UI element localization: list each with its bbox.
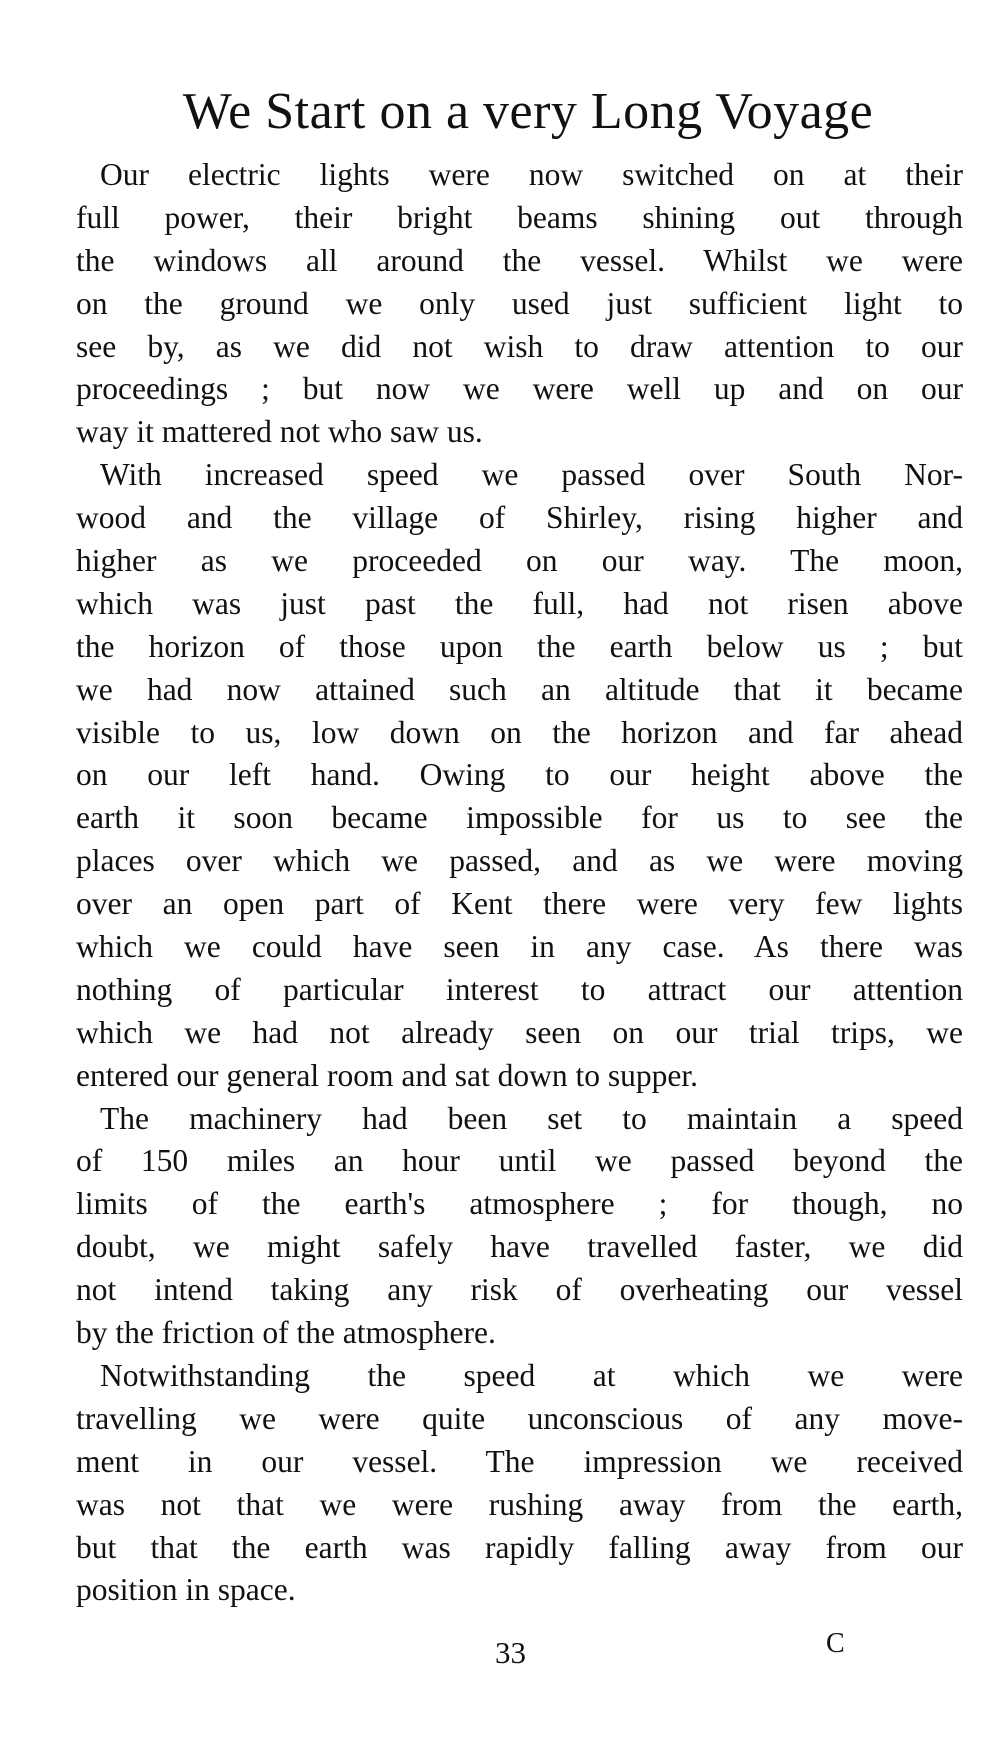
text-line: not intend taking any risk of overheating our vessel (76, 1272, 963, 1308)
text-line: doubt, we might safely have travelled faster, we did (76, 1229, 963, 1265)
text-line: the horizon of those upon the earth below us ; but (76, 628, 963, 664)
text-line: on our left hand. Owing to our height above the (76, 757, 963, 793)
chapter-title: We Start on a very Long Voyage (182, 83, 874, 140)
text-line: Our electric lights were now switched on at their (100, 157, 963, 192)
text-line: ment in our vessel. The impression we received (76, 1443, 963, 1479)
text-line: entered our general room and sat down to supper. (76, 1057, 698, 1093)
text-line: position in space. (76, 1572, 296, 1608)
text-line: on the ground we only used just sufficient light to (76, 285, 963, 321)
text-line: which we could have seen in any case. As there was (76, 929, 963, 965)
text-line: way it mattered not who saw us. (76, 414, 483, 450)
paragraph (76, 1098, 963, 1355)
text-line: nothing of particular interest to attract our attention (76, 971, 963, 1007)
text-line: but that the earth was rapidly falling away from our (76, 1529, 963, 1565)
page-number: 33 (495, 1635, 526, 1670)
text-line: Notwithstanding the speed at which we were (100, 1357, 963, 1393)
text-line: The machinery had been set to maintain a speed (100, 1100, 963, 1136)
text-line: limits of the earth's atmosphere ; for though, no (76, 1186, 963, 1222)
body-text (76, 154, 963, 1612)
text-line: With increased speed we passed over South Nor- (100, 457, 963, 493)
text-line: we had now attained such an altitude that it became (76, 671, 963, 707)
text-line: which was just past the full, had not risen above (76, 585, 963, 621)
text-line: full power, their bright beams shining out through (76, 199, 963, 235)
text-line: visible to us, low down on the horizon and far ahead (76, 714, 963, 750)
text-line: which we had not already seen on our trial trips, we (76, 1014, 963, 1050)
paragraph (76, 454, 963, 1097)
paragraph (76, 1355, 963, 1612)
text-line: see by, as we did not wish to draw attention to our (76, 328, 963, 364)
text-line: over an open part of Kent there were very few lights (76, 886, 963, 922)
text-line: was not that we were rushing away from the earth, (76, 1486, 963, 1522)
text-line: proceedings ; but now we were well up and on our (76, 371, 963, 407)
text-line: places over which we passed, and as we were moving (76, 843, 963, 879)
text-line: wood and the village of Shirley, rising higher and (76, 500, 963, 536)
signature-mark: C (826, 1628, 845, 1659)
text-line: higher as we proceeded on our way. The moon, (76, 543, 963, 579)
paragraph (76, 154, 963, 454)
text-line: the windows all around the vessel. Whilst we were (76, 242, 963, 278)
text-line: travelling we were quite unconscious of any move- (76, 1400, 963, 1436)
text-line: earth it soon became impossible for us to see the (76, 800, 963, 836)
text-line: of 150 miles an hour until we passed beyond the (76, 1143, 963, 1179)
text-line: by the friction of the atmosphere. (76, 1315, 496, 1351)
